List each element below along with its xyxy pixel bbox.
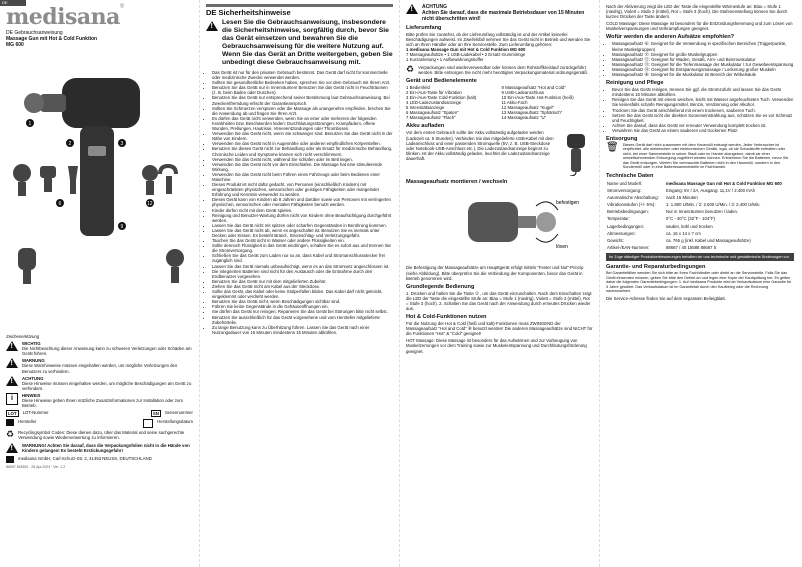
gun-attachment	[24, 93, 44, 113]
legend-caption: Zeichenerklärung	[6, 334, 40, 339]
parts-right: 8 Massageaufsatz "Hot and Cold" 9 USB-Ladeanschluss 10 Ein-/Aus-Taste Hot-Funktion (heiß) 11 Akku-Fach 12 Massageaufsatz "Kugel" 13 Massageaufsatz "Sphärisch" 14 Massageaufsatz "U"	[501, 84, 574, 121]
svg-text:3: 3	[120, 141, 124, 147]
list-item: • Zu lange Benutzung kann zu Überhitzung führen. Lassen Sie das Gerät nach einer Nutzungsdauer von 15 Minuten mindestens 15 Minuten abkühlen.	[212, 325, 393, 335]
tech-note: Im Zuge ständiger Produktverbesserungen behalten wir uns technische und gestalterische Änderungen vor.	[606, 253, 794, 262]
table-row: Artikel-/EAN-Nummer: 88687 / 40 15588 88687 5	[607, 244, 717, 250]
list-item: • Massageaufsatz ⑭: Geeignet für Entspannungsmassage / Lockerung großer Muskeln	[612, 67, 794, 72]
list-item: • Massageaufsatz ⑬: Geeignet für die Tiefenmassage der Muskulatur / zur Gewebeentspannung	[612, 62, 794, 67]
list-item: • Reinigung und Benutzer-Wartung dürfen nicht von Kindern ohne Beaufsichtigung durchgeführt werden.	[212, 213, 393, 223]
list-item: • Dieses Produkt ist nicht dafür gedacht, von Personen (einschließlich Kindern) mit eingeschränkten physischen, sensorischen oder geistigen Fähigkeiten oder mangelnder Erfahrung und Kenntnis verwendet zu werden.	[212, 182, 393, 197]
svg-text:1: 1	[28, 121, 32, 127]
factory-icon	[6, 419, 14, 426]
grund-heading: Grundlegende Bedienung	[406, 283, 475, 290]
attachment-list	[606, 41, 794, 77]
list-item: • Tauchen Sie das Gerät nicht in Wasser oder andere Flüssigkeiten ein.	[212, 238, 393, 243]
list-item: • Das Gerät ist nur für den privaten Gebrauch bestimmt. Das Gerät darf nicht für kommerzielle oder medizinische Zwecke verwendet werden.	[212, 70, 393, 80]
product-name: Massage Gun mit Hot & Cold Funktion	[6, 36, 98, 42]
list-item: • Sollte dennoch Flüssigkeit in das Gerät eindringen, schalten Sie es sofort aus und trennen Sie die Stromversorgung.	[212, 243, 393, 253]
recycle-row: ♻ Recyclingsymbol Codes: Diese dienen dazu, über das Material und seine sachgerechte Verwendung sowie Wiederverwertung zu informieren.	[6, 429, 185, 441]
list-item: • Verwenden Sie das Gerät nicht in Augennähe oder anderen empfindlichen Körperstellen.	[212, 141, 393, 146]
list-item: • Lassen Sie das Gerät niemals unbeaufsichtigt, wenn es an das Stromnetz angeschlossen ist.	[212, 264, 393, 269]
table-row: Name und Modell: medisana Massage Gun mit Hot & Cold Funktion MG 600	[607, 180, 782, 186]
list-item: • Massageaufsatz ⑫: Geeignet für Waden, Gesäß, Arm- und Beinmuskulatur	[612, 57, 794, 62]
list-item: 1 Kurzanleitung • 1 Aufbewahrungskoffer	[406, 57, 484, 63]
table-row: Automatische Abschaltung: nach 15 Minuten	[607, 195, 698, 201]
list-item: • Führen Sie keine Gegenstände in die Gehäuseöffnungen ein.	[212, 304, 393, 309]
bin-icon: 🗑	[606, 141, 619, 153]
service-note: Die Service-Adresse finden Sie auf dem separaten Beileigblatt.	[606, 295, 726, 301]
tech-table	[606, 180, 794, 251]
lang-tab: DE	[0, 0, 26, 6]
symbol-hinweis: i HINWEIS Diese Hinweise geben Ihnen nützliche Zusatzinformationen zur Installation oder zum Betrieb.	[6, 393, 193, 408]
list-item: • Die integrierten Batterien sind nicht für den Austausch oder die Entnahme durch den Endbenutzer vorgesehen.	[212, 269, 393, 279]
manufacturer-row: Hersteller Herstellungsdatum	[6, 419, 193, 428]
list-item: • Dieses Gerät kann von Kindern ab 8 Jahren und darüber sowie von Personen mit verringerten physischen, sensorischen oder mentalen Fähigkeiten benutzt werden.	[212, 197, 393, 207]
akku-heading: Akku aufladen	[406, 123, 445, 130]
svg-text:9: 9	[120, 224, 124, 230]
list-item: • Bevor Sie das Gerät reinigen, trennen Sie ggf. die Stromzufuhr und lassen Sie das Gerät mindestens 15 Minuten abkühlen.	[612, 87, 794, 97]
list-item: 1 medisana Massage Gun mit Hot & Cold Funktion MG 600	[406, 47, 526, 53]
control-panel	[88, 146, 106, 156]
disposal-heading: Entsorgung	[606, 135, 638, 142]
page-cover	[0, 0, 200, 567]
brand-logo: medisana	[6, 4, 120, 30]
symbol-warnung: ! WARNUNG Diese Warnhinweise müssen eingehalten werden, um mögliche Verletzungen des Benutzers zu verhindern.	[6, 358, 193, 373]
table-row: Vibrationsstufen (+/- 5%): 1: 1.800 U/Min. / 2: 2.000 U/Min. / 3: 2.400 U/Min.	[607, 202, 761, 208]
list-item: • Sollten Sie gesundheitliche Bedenken haben, sprechen Sie vor dem Gebrauch mit Ihrem Arzt.	[212, 80, 393, 85]
mount-illustration	[406, 186, 594, 260]
date-icon	[143, 419, 153, 428]
tech-heading: Technische Daten	[606, 172, 654, 179]
table-row: Stromversorgung: Eingang: 5V / 2A, Ausgang: 11,1V / 2.400 mAh	[607, 188, 755, 194]
list-item: • Trocknen Sie das Gerät anschließend mit einem trockenen, sauberen Tuch.	[612, 108, 794, 113]
reg-mark: ®	[119, 4, 125, 10]
lot-row: LOT LOT-Nummer SN Seriennummer	[8, 410, 193, 417]
table-row: Betriebsbedingungen: Nur in Innenräumen benutzen / laden.	[607, 209, 739, 215]
info-icon: i	[6, 393, 18, 405]
lot-icon: LOT	[8, 411, 17, 417]
charging-illustration	[559, 130, 593, 176]
header-bar	[206, 4, 393, 7]
list-item: • Verwenden Sie das Gerät nicht beim Führen eines Fahrzeugs oder beim Bedienen einer Maschine.	[212, 172, 393, 182]
warning-triangle-icon	[6, 376, 18, 386]
model-number: MG 600	[6, 42, 24, 48]
hotcold-heading: Hot & Cold-Funktionen nutzen	[406, 314, 487, 321]
list-item: • Massageaufsatz ⑥: Geeignet für die Verwendung in spezifischen Bereichen (Triggerpunkte, kleine Muskelgruppen)	[612, 41, 794, 51]
list-item: • Benutzen Sie dieses Gerät nicht zur Behandlung oder als Ersatz für medizinische Behandlung. Chronische Leiden und Symptome können sich nicht verschlimmern.	[212, 146, 393, 156]
list-item: • Lassen Sie das Gerät nicht ab, wenn es angeschaltet ist. Benutzen Sie es niemals unter Decken oder Kissen. Es besteht Brand-, Stromschlag- und Verletzungsgefahr.	[212, 228, 393, 238]
svg-text:12: 12	[147, 201, 153, 207]
clean-heading: Reinigung und Pflege	[606, 80, 664, 87]
gun-handle	[80, 126, 114, 236]
table-row: Abmessungen: ca. 16 x 14 x 7 cm	[607, 230, 701, 236]
list-item: • Benutzen Sie das Gerät nur in Innenräumen! Benutzen Sie das Gerät nicht in Feuchträumen (z. B. beim Baden oder Duschen).	[212, 85, 393, 95]
parts-heading: Gerät und Bedienelemente	[406, 77, 477, 84]
kids-warning: ! WARNUNG! Achten Sie darauf, dass die Verpackungsfolien nicht in die Hände von Kindern gelangen! Es besteht Erstickungsgefahr!	[6, 443, 193, 453]
which-heading: Wofür werden die anderen Aufsätze empfohlen?	[606, 34, 735, 41]
list-item: • Benutzen Sie ausschließlich für das Gerät vorgesehene und vom Hersteller mitgelieferte Zubehörteile.	[212, 315, 393, 325]
warning-triangle-icon	[406, 4, 418, 14]
list-item: • Sollten Sie Schmerzen verspüren oder die Massage als unangenehm empfinden, brechen Sie die Anwendung ab und fragen Sie Ihren Arzt.	[212, 106, 393, 116]
mount-label-fix: befestigen	[556, 200, 580, 207]
clean-list	[606, 87, 794, 133]
footer-code: 86697 MG600 · 25.Apr.2023 · Ver. 1.2	[6, 464, 66, 469]
table-row: Gewicht: ca. 765 g (inkl. Kabel und Massageaufsätze)	[607, 237, 751, 243]
page-operation: ! ACHTUNG Achten Sie darauf, dass die maximale Betriebsdauer von 15 Minuten nicht überschritten wird! Lieferumfang Bitte prüfen Sie zunächst, ob der Lieferumfang vollständig ist und der Artikel keinerlei Beschädigungen aufweist. Im Zweifelsfall nehmen Sie das Gerät nicht in Betrieb und wenden Sie sich an Ihren Händler oder an Ihre Servicestelle. Zum Lieferumfang gehören: 1 medisana Massage Gun mit Hot & Cold Funktion MG 600 7 Massageaufsätze • 1 USB-Ladekabel • 2 Ersatz-Gummiringe 1 Kurzanleitung • 1 Aufbewahrungskoffer ♻ Verpackungen sind wiederverwendbar oder können dem Rohstoffkreislauf zurückgeführt werden. Bitte entsorgen Sie nicht mehr benötigtes Verpackungsmaterial ordnungsgemäß. Gerät und Bedienelemente 1 Bedienfeld 2 Ein-/Aus-Taste für Vibration 3 Ein-/Aus-Taste Cold-Funktion (kalt) 4 LED-Ladezustandsanzeige 5 Intensitätsanzeige 6 Massageaufsatz "Spaten" 7 Massageaufsatz "Flach" 8 Massageaufsatz "Hot and Cold" 9 USB-Ladeanschluss 10 Ein-/Aus-Taste Hot-Funktion (heiß) 11 Akku-Fach 12 Massageaufsatz "Kugel" 13 Massageaufsatz "Sphärisch" 14 Massageaufsatz "U" Akku aufladen Vor dem ersten Gebrauch sollte der Akku vollständig aufgeladen werden (Ladezeit ca. 5 Stunden). Verbinden Sie das mitgelieferte USB-Kabel mit dem Ladeanschluss und einer passenden Stromquelle (5V, z. B. USB-Steckdose oder Notebook-USB-Anschluss etc.). Die Ladezustandsanzeige beginnt zu blinken. Ist der Akku vollständig geladen, leuchtet die Ladezustandsanzeige dauerhaft. Massageaufsatz montieren / wechseln befestigen lösen Die Befestigung der Massageaufsätze am Haupttgerät erfolgt mittels "Fester und Nut"-Prinzip (siehe Abbildung). Bitte überprüfen Sie die Verbindung der Komponenten, bevor das Gerät in Betrieb genommen wird. Grundlegende Bedienung 1. Drücken und halten Sie die Taste ② , um das Gerät einzuschalten. Nach dem Einschalten zeigt die LED der Taste die eingestellte Stufe an: Blau = Stufe 1 (niedrig), Violett = Stufe 2 (mittel), Rot = Stufe 3 (hoch). 2. Schalten Sie das Gerät nach der Anwendung durch erneutes Drücken wieder aus. Hot & Cold-Funktionen nutzen Für die Nutzung der Hot & Cold (heiß und kalt)-Funktionen muss ZWINGEND der Massageaufsatz "Hot and Cold" ⑧ benutzt werden! Die anderen Massageaufsätze sind NICHT für die Funktionen "Hot" & "Cold" geeignet! HOT Massage: Diese Massage ist besonders für das Aufwärmen und zur Vorbeugung von Muskelzerrungen vor dem Training sowie zur Muskelentspannung und Durchblutungsförderung geeignet.	[400, 0, 600, 567]
parts-left: 1 Bedienfeld 2 Ein-/Aus-Taste für Vibration 3 Ein-/Aus-Taste Cold-Funktion (kalt) 4 LED-Ladezustandsanzeige 5 Intensitätsanzeige 6 Massageaufsatz "Spaten" 7 Massageaufsatz "Flach"	[406, 84, 477, 121]
recycle-icon: ♻	[6, 429, 15, 440]
address-row: medisana GmbH, Carl-Schurz-Str. 2, 41453 NEUSS, DEUTSCHLAND	[6, 456, 193, 463]
table-row: Temperatur: 0°C - 40°C (32°F - 104°F)	[607, 216, 716, 222]
section-title: DE Sicherheitshinweise	[206, 8, 291, 17]
svg-text:2: 2	[68, 141, 72, 147]
symbol-achtung: ! ACHTUNG Diese Hinweise müssen eingehalten werden, um mögliche Beschädigungen am Gerät zu verhindern.	[6, 376, 193, 391]
list-item: • Sollte das Gerät, das Kabel oder keine Stolperfallen bilden. Das Kabel darf nicht geknickt, eingeklemmt oder verdreht werden.	[212, 289, 393, 299]
gun-head	[62, 78, 140, 128]
warranty-heading: Garantie- und Reparaturbedingungen	[606, 264, 706, 271]
list-item: • Ziehen Sie das Gerät nicht am Kabel aus der Steckdose.	[212, 284, 393, 289]
list-item: • Setzen Sie das Gerät nicht der direkten Sonneneinstrahlung aus, schützen Sie es vor Schmutz und Feuchtigkeit.	[612, 113, 794, 123]
list-item: • Kinder dürfen nicht mit dem Gerät spielen.	[212, 208, 393, 213]
achtung-box: ! ACHTUNG Achten Sie darauf, dass die maximale Betriebsdauer von 15 Minuten nicht überschritten wird!	[406, 4, 593, 22]
lieferumfang-heading: Lieferumfang	[406, 25, 442, 31]
product-illustration	[0, 48, 200, 338]
sn-icon: SN	[152, 411, 159, 417]
list-item: • Schließen Sie das Gerät zum Laden nur so an, dass Kabel und Stromanschlussstecker frei zugänglich sind.	[212, 253, 393, 263]
doc-title: DE Gebrauchsanweisung	[6, 30, 63, 36]
list-item: • Verwenden Sie das Gerät nicht, wenn Sie schwanger sind. Benutzen Sie das Gerät nicht in der Nähe von Kindern.	[212, 131, 393, 141]
list-item: • Massageaufsatz ⑧: Geeignet für die Muskulatur im Bereich der Wirbelsäule	[612, 72, 794, 77]
list-item: • Benutzen Sie das Gerät nicht, wenn Beschädigungen sichtbar sind.	[212, 299, 393, 304]
list-item: • Benutzen Sie das Gerät nur mit dem mitgelieferten Zubehör.	[212, 279, 393, 284]
safety-intro: Lesen Sie die Gebrauchsanweisung, insbesondere die Sicherheitshinweise, sorgfältig durch, bevor Sie das Gerät einsetzen und bewahren Sie die Gebrauchsanweisung für die weitere Nutzung auf. Wenn Sie das Gerät an Dritte weitergeben, geben Sie unbedingt diese Gebrauchsanweisung mit.	[222, 19, 393, 66]
warning-triangle-icon	[6, 358, 18, 368]
list-item: • Achten Sie darauf, dass das Gerät vor erneuter Verwendung komplett trocken ist.	[612, 123, 794, 128]
recycle-icon: ♻	[406, 63, 415, 74]
list-item: • Reinigen Sie das Gerät mit einem weichen, leicht mit Wasser angefeuchteten Tuch. Verwenden Sie keinesfalls scharfe Reinigungsmittel, Benzin, Verdünnung oder Alkohol.	[612, 97, 794, 107]
list-item: • Verwenden Sie das Gerät nicht vor dem Einschlafen. Die Massage hat eine stimulierende Wirkung.	[212, 162, 393, 172]
list-item: 7 Massageaufsätze • 1 USB-Ladekabel • 2 Ersatz-Gummiringe	[406, 52, 526, 58]
list-item: • Massageaufsatz ⑦: Geeignet für große Muskelgruppen	[612, 52, 794, 57]
warning-triangle-icon	[206, 21, 218, 31]
list-item: • Benutzen Sie das Gerät nur entsprechend seiner Bestimmung laut Gebrauchsanweisung. Bei Zweckentfremdung erlischt der Garantieanspruch.	[212, 95, 393, 105]
warning-triangle-icon	[6, 443, 18, 453]
list-item: • Lassen Sie das Gerät nicht mit spitzen oder scharfen Gegenständen in Berührung kommen.	[212, 223, 393, 228]
page-care: Nach der Aktivierung zeigt die LED der Taste die eingestellte Wärmestufe an: Blau = Stufe 1 (niedrig), Violett = Stufe 2 (mittel), Rot = Stufe 3 (hoch). Die Stufeneinstellung können Sie durch kurzes Drücken der Taste ändern. COLD Massage: Diese Massage ist besonders für die Entzündungshemmung und zum Lösen von Muskelverspannungen und Verkrampfungen geeignet. Wofür werden die anderen Aufsätze empfohlen? • Massageaufsatz ⑥: Geeignet für die Verwendung in spezifischen Bereichen (Triggerpunkte, kleine Muskelgruppen) • Massageaufsatz ⑦: Geeignet für große Muskelgruppen • Massageaufsatz ⑫: Geeignet für Waden, Gesäß, Arm- und Beinmuskulatur • Massageaufsatz ⑬: Geeignet für die Tiefenmassage der Muskulatur / zur Gewebeentspannung • Massageaufsatz ⑭: Geeignet für Entspannungsmassage / Lockerung großer Muskeln • Massageaufsatz ⑧: Geeignet für die Muskulatur im Bereich der Wirbelsäule Reinigung und Pflege • Bevor Sie das Gerät reinigen, trennen Sie ggf. die Stromzufuhr und lassen Sie das Gerät mindestens 15 Minuten abkühlen. • Reinigen Sie das Gerät mit einem weichen, leicht mit Wasser angefeuchteten Tuch. Verwenden Sie keinesfalls scharfe Reinigungsmittel, Benzin, Verdünnung oder Alkohol. • Trocknen Sie das Gerät anschließend mit einem trockenen, sauberen Tuch. • Setzen Sie das Gerät nicht der direkten Sonneneinstrahlung aus, schützen Sie es vor Schmutz und Feuchtigkeit. • Achten Sie darauf, dass das Gerät vor erneuter Verwendung komplett trocken ist. • Verwahren Sie das Gerät an einem sauberen und trockenen Platz. Entsorgung 🗑 Dieses Gerät darf nicht zusammen mit dem Hausmüll entsorgt werden. Jeder Verbraucher ist verpflichtet, alle elektrischen oder elektronischen Geräte, egal, ob sie Schadstoffe enthalten oder nicht, bei einer Sammelstelle in seiner Stadt oder im Handel abzugeben, damit sie einer umweltschonenden Entsorgung zugeführt werden können. Entnehmen Sie die Batterien, bevor Sie das Gerät entsorgen. Werfen Sie verbrauchte Batterien nicht in den Hausmüll, sondern in den Sondermüll oder in eine Batteriesammelstelle im Fachhandel. Technische Daten Name und Modell: medisana Massage Gun mit Hot & Cold Funktion MG 600 Stromversorgung: Eingang: 5V / 2A, Ausgang: 11,1V / 2.400 mAh Automatische Abschaltung: nach 15 Minuten Vibrationsstufen (+/- 5%): 1: 1.800 U/Min. / 2: 2.000 U/Min. / 3: 2.400 U/Min. Betriebsbedingungen: Nur in Innenräumen benutzen / laden. Temperatur: 0°C - 40°C (32°F - 104°F) Lagerbedingungen: sauber, kühl und trocken Abmessungen: ca. 16 x 14 x 7 cm Gewicht: ca. 765 g (inkl. Kabel und Massageaufsätze) Artikel-/EAN-Nummer: 88687 / 40 15588 88687 5 Im Zuge ständiger Produktverbesserungen behalten wir uns technische und gestalterische Änderungen vor. Garantie- und Reparaturbedingungen Bei Garantiefällen wenden Sie sich bitte an Ihren Fachhändler oder direkt an die Servicestelle. Falls Sie das Gerät einsenden müssen, geben Sie bitte den Defekt an und legen eine Kopie der Kaufquittung bei. Es gelten dabei die folgenden Garantiebedingungen: 1. Auf medisana Produkte wird ab Verkaufsdatum eine Garantie für 3 Jahre gewährt. Das Verkaufsdatum ist im Garantiefall durch den Kaufbeleg oder die Rechnung nachzuweisen. Die Service-Adresse finden Sie auf dem separaten Beileigblatt.	[600, 0, 800, 567]
safety-list	[206, 70, 393, 335]
svg-text:6: 6	[58, 201, 62, 207]
list-item: • Sie dürfen das Gerät nur reinigen. Reparieren Sie das Gerät bei Störungen bitte nicht selbst.	[212, 309, 393, 314]
mount-label-release: lösen	[556, 244, 568, 251]
mount-heading: Massageaufsatz montieren / wechseln	[406, 179, 508, 186]
list-item: • Es dürfen das Gerät nicht verwenden, wenn Sie an einer oder mehreren der folgenden Krankheiten bzw. Beschwerden leiden: Durchblutungsstörungen, Krampfadern, offene Wunden, Prellungen, Hautrisse, Venenentzündungen oder Thrombosen.	[212, 116, 393, 131]
list-item: • Verwenden Sie das Gerät nicht, während Sie schlafen oder im Bett liegen.	[212, 157, 393, 162]
page-safety	[200, 0, 400, 567]
warning-triangle-icon	[6, 341, 18, 351]
list-item: • Verwahren Sie das Gerät an einem sauberen und trockenen Platz.	[612, 128, 794, 133]
factory-icon	[6, 456, 14, 463]
table-row: Lagerbedingungen: sauber, kühl und trocken	[607, 223, 713, 229]
symbol-wichtig: ! WICHTIG Die Nichtbeachtung dieser Anweisung kann zu schweren Verletzungen oder Schäden am Gerät führen.	[6, 341, 193, 356]
